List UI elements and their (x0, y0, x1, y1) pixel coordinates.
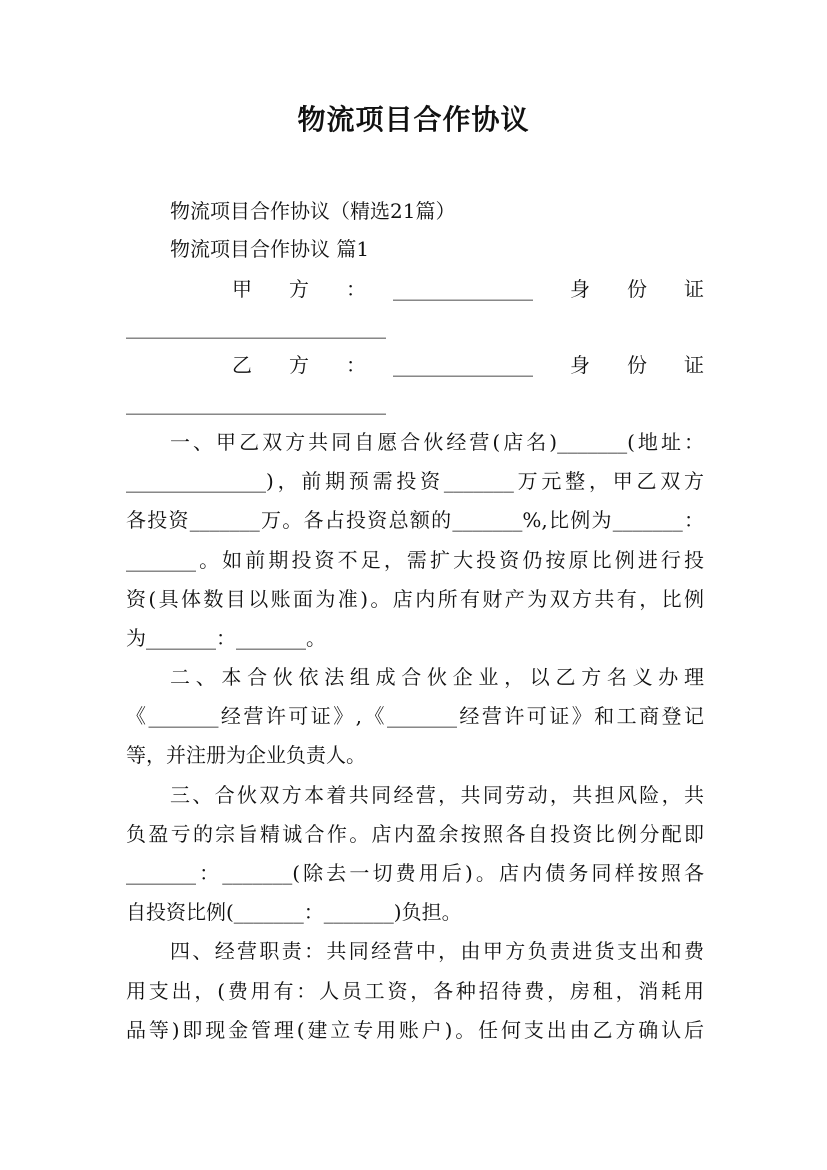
document-title: 物流项目合作协议 (297, 103, 530, 136)
clause-1-line-2: ______________)，前期预需投资_______万元整，甲乙双方 (126, 469, 704, 493)
party-a-line: 甲 方 ： ______________ 身 份 证 (232, 277, 704, 301)
clause-3-line-3: _______：_______(除去一切费用后)。店内债务同样按照各 (126, 861, 704, 885)
clause-3-line-1: 三、合伙双方本着共同经营，共同劳动，共担风险，共 (170, 783, 704, 807)
party-b-line: 乙 方 ： ______________ 身 份 证 (232, 353, 704, 377)
party-a-id-blank: __________________________ (126, 315, 386, 339)
clause-3-line-4: 自投资比例(_______：_______)负担。 (126, 900, 462, 924)
clause-1-line-6: 为_______：_______。 (126, 626, 326, 650)
clause-1-line-3: 各投资_______万。各占投资总额的_______%,比例为_______： (126, 508, 704, 532)
section-heading: 物流项目合作协议 篇1 (170, 237, 370, 261)
clause-4-line-2: 用支出，(费用有：人员工资，各种招待费，房租，消耗用 (126, 979, 704, 1003)
clause-1-line-5: 资(具体数目以账面为准)。店内所有财产为双方共有，比例 (126, 587, 704, 611)
clause-2-line-2: 《_______经营许可证》,《_______经营许可证》和工商登记 (126, 704, 704, 728)
clause-1-line-4: _______。如前期投资不足，需扩大投资仍按原比例进行投 (126, 548, 704, 572)
document-subtitle: 物流项目合作协议（精选21篇） (170, 199, 456, 223)
clause-3-line-2: 负盈亏的宗旨精诚合作。店内盈余按照各自投资比例分配即 (126, 822, 704, 846)
clause-2-line-3: 等，并注册为企业负责人。 (126, 743, 366, 767)
clause-2-line-1: 二、本合伙依法组成合伙企业，以乙方名义办理 (170, 665, 704, 689)
party-b-id-blank: __________________________ (126, 391, 386, 415)
clause-1-line-1: 一、甲乙双方共同自愿合伙经营(店名)_______(地址： (170, 430, 704, 454)
clause-4-line-3: 品等)即现金管理(建立专用账户)。任何支出由乙方确认后 (126, 1018, 704, 1042)
clause-4-line-1: 四、经营职责：共同经营中，由甲方负责进货支出和费 (170, 939, 704, 963)
